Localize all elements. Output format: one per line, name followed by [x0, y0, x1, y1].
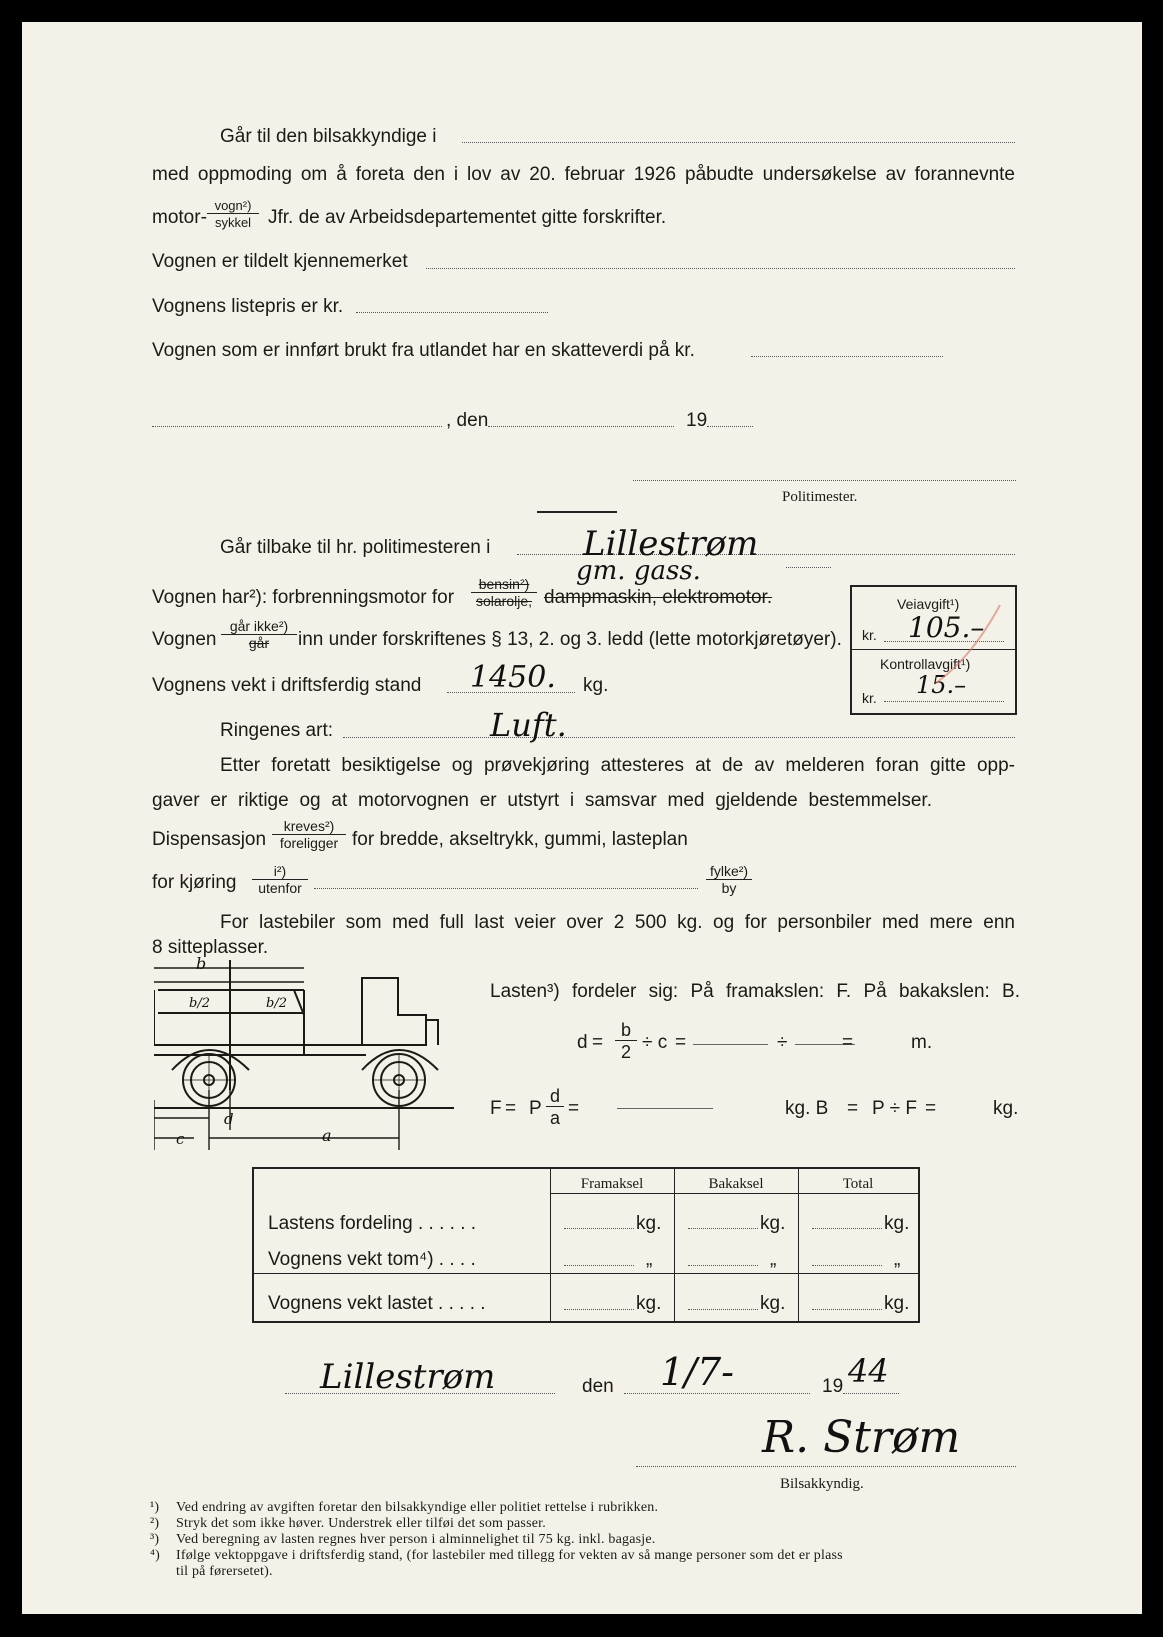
gaar-ikke-option: går ikke²): [221, 619, 297, 635]
b-denominator: 2: [620, 1042, 631, 1062]
row2-framaksel-field[interactable]: [564, 1265, 634, 1266]
sykkel-option: sykkel: [214, 215, 252, 230]
gaar-option: går: [248, 635, 270, 651]
veiavgift-label: Veiavgift¹): [897, 596, 960, 612]
bilsakkyndig-signature-field[interactable]: [636, 1466, 1016, 1467]
d-over-a-fraction: [546, 1086, 564, 1128]
kreves-option: kreves²): [272, 819, 346, 835]
year-prefix: 19: [686, 410, 708, 431]
formula-f: F: [490, 1098, 502, 1119]
footnote-4-continued: [150, 1564, 273, 1580]
dispensasjon-fraction: [272, 819, 346, 851]
header-framaksel: Framaksel: [580, 1176, 644, 1192]
vogn-option: vogn²): [207, 198, 259, 214]
place-field[interactable]: [152, 426, 442, 427]
row3-framaksel-unit: kg.: [636, 1293, 662, 1314]
footnote-1-text: Ved endring av avgiften foretar den bilsakkyndige eller politiet rettelse i rubrikken.: [176, 1500, 659, 1515]
i-utenfor-fraction: [252, 864, 308, 896]
gas-handwritten: gm. gass.: [576, 556, 701, 586]
section-divider: [537, 511, 617, 513]
motor-dotted-continuation: [786, 567, 831, 568]
disp-rest: for bredde, akseltrykk, gummi, lasteplan: [352, 829, 688, 850]
signature-year-field[interactable]: [843, 1393, 899, 1394]
footnote-2-marker: ²): [150, 1516, 160, 1531]
header-total: Total: [842, 1176, 874, 1192]
skatteverdi-field[interactable]: [751, 356, 943, 357]
f-input-line[interactable]: [617, 1108, 713, 1109]
diagram-a-label: a: [322, 1126, 332, 1145]
row1-bakaksel-unit: kg.: [760, 1213, 786, 1234]
formula-kg-b: kg. B: [785, 1098, 829, 1119]
row1-total-field[interactable]: [812, 1228, 882, 1229]
fee-box-red-mark: [852, 587, 1015, 713]
da-numerator: d: [546, 1086, 564, 1107]
diagram-b-label: b: [196, 954, 207, 973]
formula-div: ÷: [777, 1032, 788, 1053]
intro-line1-label: Går til den bilsakkyndige i: [220, 126, 437, 147]
year-field[interactable]: [707, 426, 753, 427]
gaar-rest: inn under forskriftenes § 13, 2. og 3. ledd (lette motorkjøretøyer).: [298, 629, 842, 650]
formula-m-unit: m.: [911, 1032, 933, 1053]
load-table: [252, 1167, 920, 1323]
row3-bakaksel-unit: kg.: [760, 1293, 786, 1314]
diagram-c-label: c: [176, 1130, 185, 1148]
footnote-3-text: Ved beregning av lasten regnes hver person i alminnelighet til 75 kg. inkl. bagasje.: [176, 1532, 656, 1547]
row3-total-unit: kg.: [884, 1293, 910, 1314]
truck-diagram: [154, 960, 459, 1155]
diagram-d-label: d: [224, 1110, 234, 1128]
formula-eq2: =: [675, 1032, 687, 1053]
foreligger-option: foreligger: [279, 835, 339, 851]
utenfor-option: utenfor: [258, 880, 302, 896]
vogn-sykkel-fraction: [207, 198, 259, 230]
signature-place-handwritten: Lillestrøm: [320, 1357, 496, 1397]
formula-eq1: =: [592, 1032, 604, 1053]
politimester-signature-field[interactable]: [633, 480, 1016, 481]
formula-minus-c: ÷ c: [642, 1032, 668, 1053]
footnote-3: [150, 1532, 655, 1548]
row1-total-unit: kg.: [884, 1213, 910, 1234]
footnote-5-text: til på førersetet).: [176, 1564, 273, 1579]
return-line-label: Går tilbake til hr. politimesteren i: [220, 537, 491, 558]
politimester-place-handwritten: Lillestrøm: [583, 524, 759, 564]
kontrollavgift-handwritten: 15.–: [916, 671, 967, 699]
formula-b-eq: =: [847, 1098, 859, 1119]
kr2-label: kr.: [862, 690, 877, 706]
row2-total-field[interactable]: [812, 1265, 882, 1266]
ringer-label: Ringenes art:: [220, 720, 334, 741]
bilsakkyndig-label: Bilsakkyndig.: [780, 1476, 864, 1492]
fee-box: [850, 585, 1017, 715]
vekt-handwritten: 1450.: [470, 660, 556, 695]
fuel-fraction: [471, 577, 537, 609]
footnote-4: [150, 1548, 843, 1564]
row-label-vekt-tom: Vognens vekt tom⁴) . . . .: [268, 1249, 476, 1270]
footnote-2-text: Stryk det som ikke høver. Understrek eller tilføi det som passer.: [176, 1516, 546, 1531]
diagram-b2-right: b/2: [266, 996, 287, 1011]
veiavgift-handwritten: 105.–: [908, 611, 985, 644]
listepris-label: Vognens listepris er kr.: [152, 296, 344, 317]
intro-line3-rest: Jfr. de av Arbeidsdepartementet gitte forskrifter.: [268, 207, 667, 228]
den-label: , den: [446, 410, 489, 431]
row2-total-unit: „: [894, 1249, 901, 1270]
footnote-4-text: Ifølge vektoppgave i driftsferdig stand, (for lastebiler med tillegg for vekten av så mange personer som det er plass: [176, 1548, 843, 1563]
solarolje-option: solarolje,: [475, 593, 533, 609]
footnote-3-marker: ³): [150, 1532, 160, 1547]
signature-den-label: den: [582, 1376, 614, 1397]
gaar-fraction: [221, 619, 297, 651]
footnote-1: [150, 1500, 658, 1516]
kjoring-prefix: for kjøring: [152, 872, 237, 893]
listepris-field[interactable]: [356, 312, 548, 313]
formula-eq3: =: [842, 1032, 854, 1053]
attest-line1: Etter foretatt besiktigelse og prøvekjøring attesteres at de av melderen foran gitte opp-: [220, 755, 1015, 776]
formula-p: P: [529, 1098, 542, 1119]
row2-framaksel-unit: „: [646, 1249, 653, 1270]
bensin-option: bensin²): [471, 577, 537, 593]
attest-line2: gaver er riktige og at motorvognen er utstyrt i samsvar med gjeldende bestemmelser.: [152, 790, 932, 811]
motor-rest: dampmaskin, elektromotor.: [544, 587, 773, 608]
kjoring-area-field[interactable]: [314, 888, 698, 889]
da-denominator: a: [549, 1108, 560, 1128]
motor-prefix: Vognen har²): forbrenningsmotor for: [152, 587, 455, 608]
kjennemerke-label: Vognen er tildelt kjennemerket: [152, 251, 408, 272]
signature-year-prefix: 19: [822, 1376, 844, 1397]
kontrollavgift-label: Kontrollavgift¹): [880, 656, 971, 672]
row2-bakaksel-field[interactable]: [688, 1265, 758, 1266]
signature-date-handwritten: 1/7-: [660, 1350, 734, 1394]
formula-p-minus-f: P ÷ F: [872, 1098, 917, 1119]
bilsakkyndig-signature-handwritten: R. Strøm: [762, 1412, 961, 1463]
diagram-b2-left: b/2: [189, 996, 210, 1011]
vekt-unit: kg.: [583, 675, 609, 696]
ringer-handwritten: Luft.: [490, 706, 567, 744]
row1-framaksel-unit: kg.: [636, 1213, 662, 1234]
date-field[interactable]: [488, 426, 674, 427]
gaar-prefix: Vognen: [152, 629, 217, 650]
row2-bakaksel-unit: „: [770, 1249, 777, 1270]
kjennemerke-field[interactable]: [426, 268, 1015, 269]
header-bakaksel: Bakaksel: [708, 1176, 764, 1192]
table-row-rule: [254, 1273, 918, 1274]
row-label-vekt-lastet: Vognens vekt lastet . . . . .: [268, 1293, 486, 1314]
row1-bakaksel-field[interactable]: [688, 1228, 758, 1229]
d-input-line-1[interactable]: [693, 1044, 768, 1045]
formula-kg-end: kg.: [993, 1098, 1019, 1119]
footnote-4-marker: ⁴): [150, 1548, 160, 1563]
row3-total-field[interactable]: [812, 1309, 882, 1310]
politimester-label: Politimester.: [782, 489, 858, 505]
b-numerator: b: [615, 1020, 637, 1041]
formula-f-eq: =: [505, 1098, 517, 1119]
row1-framaksel-field[interactable]: [564, 1228, 634, 1229]
formula-eq4: =: [568, 1098, 580, 1119]
lasten-line: Lasten³) fordeler sig: På framakslen: F. På bakakslen: B.: [490, 981, 1020, 1002]
formula-b-eq2: =: [925, 1098, 937, 1119]
signature-year-handwritten: 44: [848, 1352, 889, 1390]
row3-framaksel-field[interactable]: [564, 1309, 634, 1310]
disp-prefix: Dispensasjon: [152, 829, 267, 850]
bilsakkyndige-place-field[interactable]: [462, 142, 1015, 143]
fylke-by-fraction: [706, 864, 752, 896]
lastebil-line1: For lastebiler som med full last veier over 2 500 kg. og for personbiler med mere enn: [220, 912, 1015, 933]
kr1-label: kr.: [862, 627, 877, 643]
vekt-label: Vognens vekt i driftsferdig stand: [152, 675, 422, 696]
by-option: by: [721, 880, 737, 896]
skatteverdi-label: Vognen som er innført brukt fra utlandet har en skatteverdi på kr.: [152, 340, 695, 361]
footnote-1-marker: ¹): [150, 1500, 160, 1515]
fylke-option: fylke²): [706, 864, 752, 880]
row3-bakaksel-field[interactable]: [688, 1309, 758, 1310]
row-label-lastens-fordeling: Lastens fordeling . . . . . .: [268, 1213, 477, 1234]
intro-line2: med oppmoding om å foreta den i lov av 20. februar 1926 påbudte undersøkelse av forannevnte: [152, 164, 1015, 185]
b-over-2-fraction: [615, 1020, 637, 1062]
intro-line3-prefix: motor-: [152, 207, 207, 228]
i-option: i²): [252, 864, 308, 880]
footnote-2: [150, 1516, 546, 1532]
lastebil-line2: 8 sitteplasser.: [152, 937, 269, 958]
formula-d: d: [577, 1032, 588, 1053]
ringer-field[interactable]: [343, 737, 1015, 738]
